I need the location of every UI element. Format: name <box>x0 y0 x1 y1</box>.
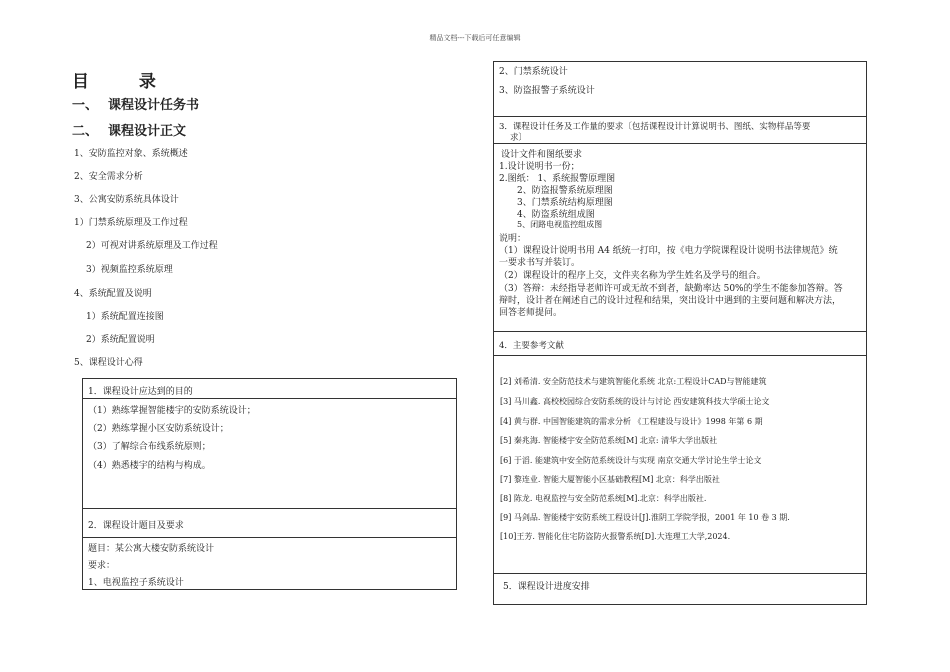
divider <box>82 537 457 538</box>
note-line: 回答老师提问。 <box>499 308 563 318</box>
divider <box>493 355 867 356</box>
divider <box>493 116 867 117</box>
toc-title: 目 录 <box>72 72 178 92</box>
section-3-title-cont: 求〕 <box>510 133 528 143</box>
section-5-title: 5．课程设计进度安排 <box>503 582 590 592</box>
toc-heading-task-book <box>72 94 199 113</box>
reference-item: [7] 黎连业. 智能大厦智能小区基础教程[M] 北京：科学出版社 <box>500 475 720 484</box>
requirement-item: 3、防盗报警子系统设计 <box>499 86 595 96</box>
toc-item: 1）系统配置连接图 <box>86 312 164 322</box>
divider <box>82 508 457 509</box>
drawing-item: 5、闭路电视监控组成图 <box>517 220 603 229</box>
toc-heading-main-text <box>72 120 186 139</box>
section-4-title: 4．主要参考文献 <box>499 341 564 351</box>
divider <box>493 331 867 332</box>
reference-item: [6] 于滔. 能建筑中安全防范系统设计与实现 南京交通大学讨论生学士论文 <box>500 456 762 465</box>
toc-heading-text: 课程设计任务书 <box>108 98 200 113</box>
note-line: 辩时，设计者在阐述自己的设计过程和结果，突出设计中遇到的主要问题和解决方法， <box>499 296 842 306</box>
divider <box>493 573 867 574</box>
reference-item: [8] 陈龙. 电视监控与安全防范系统[M].北京：科学出版社. <box>500 494 707 503</box>
reference-item: [10]王芳. 智能化住宅防盗防火报警系统[D].大连理工大学,2024. <box>500 532 731 541</box>
notes-title: 说明： <box>499 234 527 244</box>
reference-item: [2] 刘希清. 安全防范技术与建筑智能化系统 北京:工程设计CAD与智能建筑 <box>500 377 767 386</box>
toc-heading-text: 课程设计正文 <box>108 124 187 139</box>
reference-item: [5] 秦兆海. 智能楼宇安全防范系统[M] 北京: 清华大学出版社 <box>500 436 718 445</box>
toc-item: 4、系统配置及说明 <box>74 289 152 299</box>
note-line: （2）课程设计的程序上交，文件夹名称为学生姓名及学号的组合。 <box>499 271 766 281</box>
design-topic: 题目：某公寓大楼安防系统设计 <box>88 544 215 554</box>
reference-item: [4] 黄与群. 中国智能建筑的需求分析 《工程建设与设计》1998 年第 6 期 <box>500 417 763 426</box>
requirement-item: 2、门禁系统设计 <box>499 67 568 77</box>
note-line: （3）答辩：未经指导老师许可或无故不到者，缺勤率达 50%的学生不能参加答辩。答 <box>499 284 843 294</box>
divider <box>493 143 867 144</box>
drawing-item: 4、防盗系统组成图 <box>517 210 595 220</box>
toc-heading-number: 一、 <box>72 98 99 113</box>
toc-item: 2）系统配置说明 <box>86 335 155 345</box>
toc-item: 1、安防监控对象、系统概述 <box>74 149 188 159</box>
goal-item: （2）熟练掌握小区安防系统设计； <box>88 424 229 434</box>
section-2-title: 2．课程设计题目及要求 <box>88 521 184 531</box>
toc-item: 1）门禁系统原理及工作过程 <box>74 218 188 228</box>
toc-item: 2）可视对讲系统原理及工作过程 <box>86 241 218 251</box>
toc-item: 3、公寓安防系统具体设计 <box>74 195 179 205</box>
docs-title: 设计文件和图纸要求 <box>501 150 583 160</box>
docs-line: 2.图纸： 1、系统报警原理图 <box>499 174 616 184</box>
requirement-item: 1、电视监控子系统设计 <box>88 578 184 588</box>
toc-item: 3）视频监控系统原理 <box>86 265 173 275</box>
reference-item: [3] 马川鑫. 高校校园综合安防系统的设计与讨论 西安建筑科技大学硕士论文 <box>500 397 770 406</box>
note-line: （1）课程设计说明书用 A4 纸统一打印，按《电力学院课程设计说明书法律规范》统 <box>499 246 838 256</box>
goal-item: （4）熟悉楼宇的结构与构成。 <box>88 461 211 471</box>
drawing-item: 3、门禁系统结构原理图 <box>517 198 613 208</box>
section-3-title: 3．课程设计任务及工作量的要求〔包括课程设计计算说明书、图纸、实物样品等要 <box>499 122 811 132</box>
toc-heading-number: 二、 <box>72 124 99 139</box>
drawing-item: 2、防盗报警系统原理图 <box>517 186 613 196</box>
section-1-title: 1．课程设计应达到的目的 <box>88 387 193 397</box>
note-line: 一要求书写并装订。 <box>499 258 581 268</box>
page-header: 精品文档---下载后可任意编辑 <box>429 34 521 42</box>
toc-item: 2、安全需求分析 <box>74 172 143 182</box>
requirements-label: 要求： <box>88 561 116 571</box>
divider <box>82 398 457 399</box>
toc-item: 5、课程设计心得 <box>74 358 143 368</box>
reference-item: [9] 马剑品. 智能楼宇安防系统工程设计[J].淮阴工学院学报，2001 年 10 卷 3 期. <box>500 513 790 522</box>
goal-item: （3）了解综合布线系统原则； <box>88 442 211 452</box>
docs-line: 1.设计说明书一份； <box>499 162 580 172</box>
goal-item: （1）熟练掌握智能楼宇的安防系统设计； <box>88 406 256 416</box>
